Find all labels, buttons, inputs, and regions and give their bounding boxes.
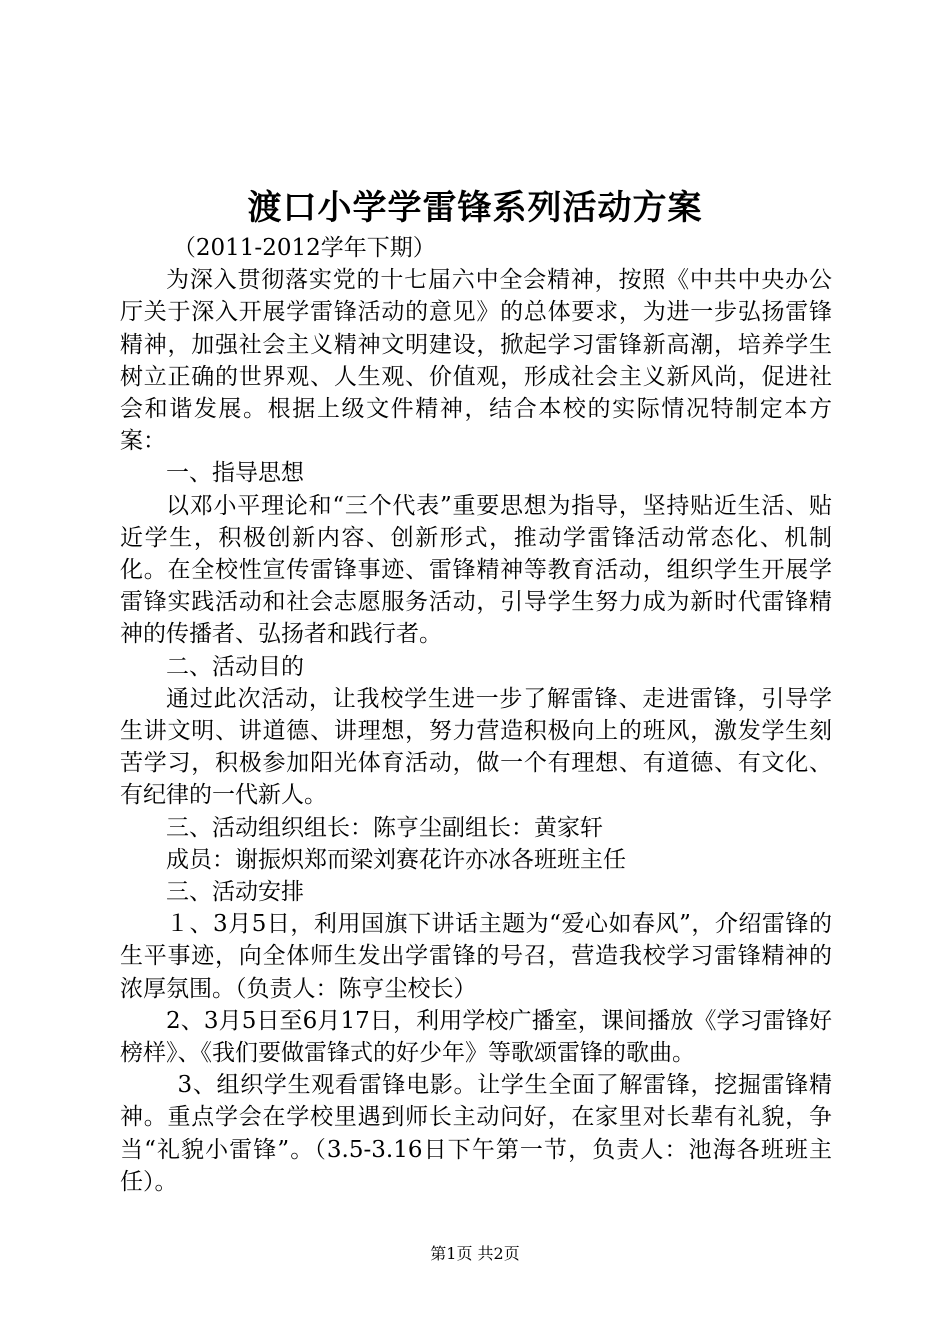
- school-year-period: （2011-2012学年下期）: [172, 235, 436, 261]
- section-heading-activity-purpose: 二、活动目的: [166, 653, 304, 680]
- section-heading-guiding-thought: 一、指导思想: [166, 460, 304, 487]
- intro-paragraph: 为深入贯彻落实党的十七届六中全会精神，按照《中共中央办公厅关于深入开展学雷锋活动的意见》的总体要求，为进一步弘扬雷锋精神，加强社会主义精神文明建设，掀起学习雷锋新高潮，培养学生树立正确的世界观、人生观、价值观，形成社会主义新风尚，促进社会和谐发展。根据上级文件精神，结合本校的实际情况特制定本方案：: [120, 267, 832, 455]
- section-heading-arrangement: 三、活动安排: [166, 879, 304, 906]
- section-heading-organization: 三、活动组织组长：陈亨尘副组长：黄家轩: [166, 814, 603, 841]
- document-title: 渡口小学学雷锋系列活动方案: [247, 188, 703, 228]
- arrangement-item-1: １、3月5日，利用国旗下讲话主题为“爱心如春风”，介绍雷锋的生平事迹，向全体师生发出学雷锋的号召，营造我校学习雷锋精神的浓厚氛围。（负责人：陈亨尘校长）: [120, 911, 832, 1002]
- arrangement-item-3: 3、组织学生观看雷锋电影。让学生全面了解雷锋，挖掘雷锋精神。重点学会在学校里遇到师长主动问好，在家里对长辈有礼貌，争当“礼貌小雷锋”。（3.5-3.16日下午第一节，负责人：池海各班班主任）。: [120, 1072, 832, 1195]
- document-body: [120, 232, 832, 1198]
- activity-purpose-paragraph: 通过此次活动，让我校学生进一步了解雷锋、走进雷锋，引导学生讲文明、讲道德、讲理想，努力营造积极向上的班风，激发学生刻苦学习，积极参加阳光体育活动，做一个有理想、有道德、有文化、有纪律的一代新人。: [120, 685, 832, 809]
- organization-members: 成员：谢振炽郑而梁刘赛花许亦冰各班班主任: [166, 846, 626, 873]
- arrangement-item-2: 2、3月5日至6月17日，利用学校广播室，课间播放《学习雷锋好榜样》、《我们要做雷锋式的好少年》等歌颂雷锋的歌曲。: [120, 1007, 832, 1067]
- guiding-thought-paragraph: 以邓小平理论和“三个代表”重要思想为指导，坚持贴近生活、贴近学生，积极创新内容、创新形式，推动学雷锋活动常态化、机制化。在全校性宣传雷锋事迹、雷锋精神等教育活动，组织学生开展学雷锋实践活动和社会志愿服务活动，引导学生努力成为新时代雷锋精神的传播者、弘扬者和践行者。: [120, 492, 832, 648]
- page-number-footer: 第1页 共2页: [430, 1244, 520, 1263]
